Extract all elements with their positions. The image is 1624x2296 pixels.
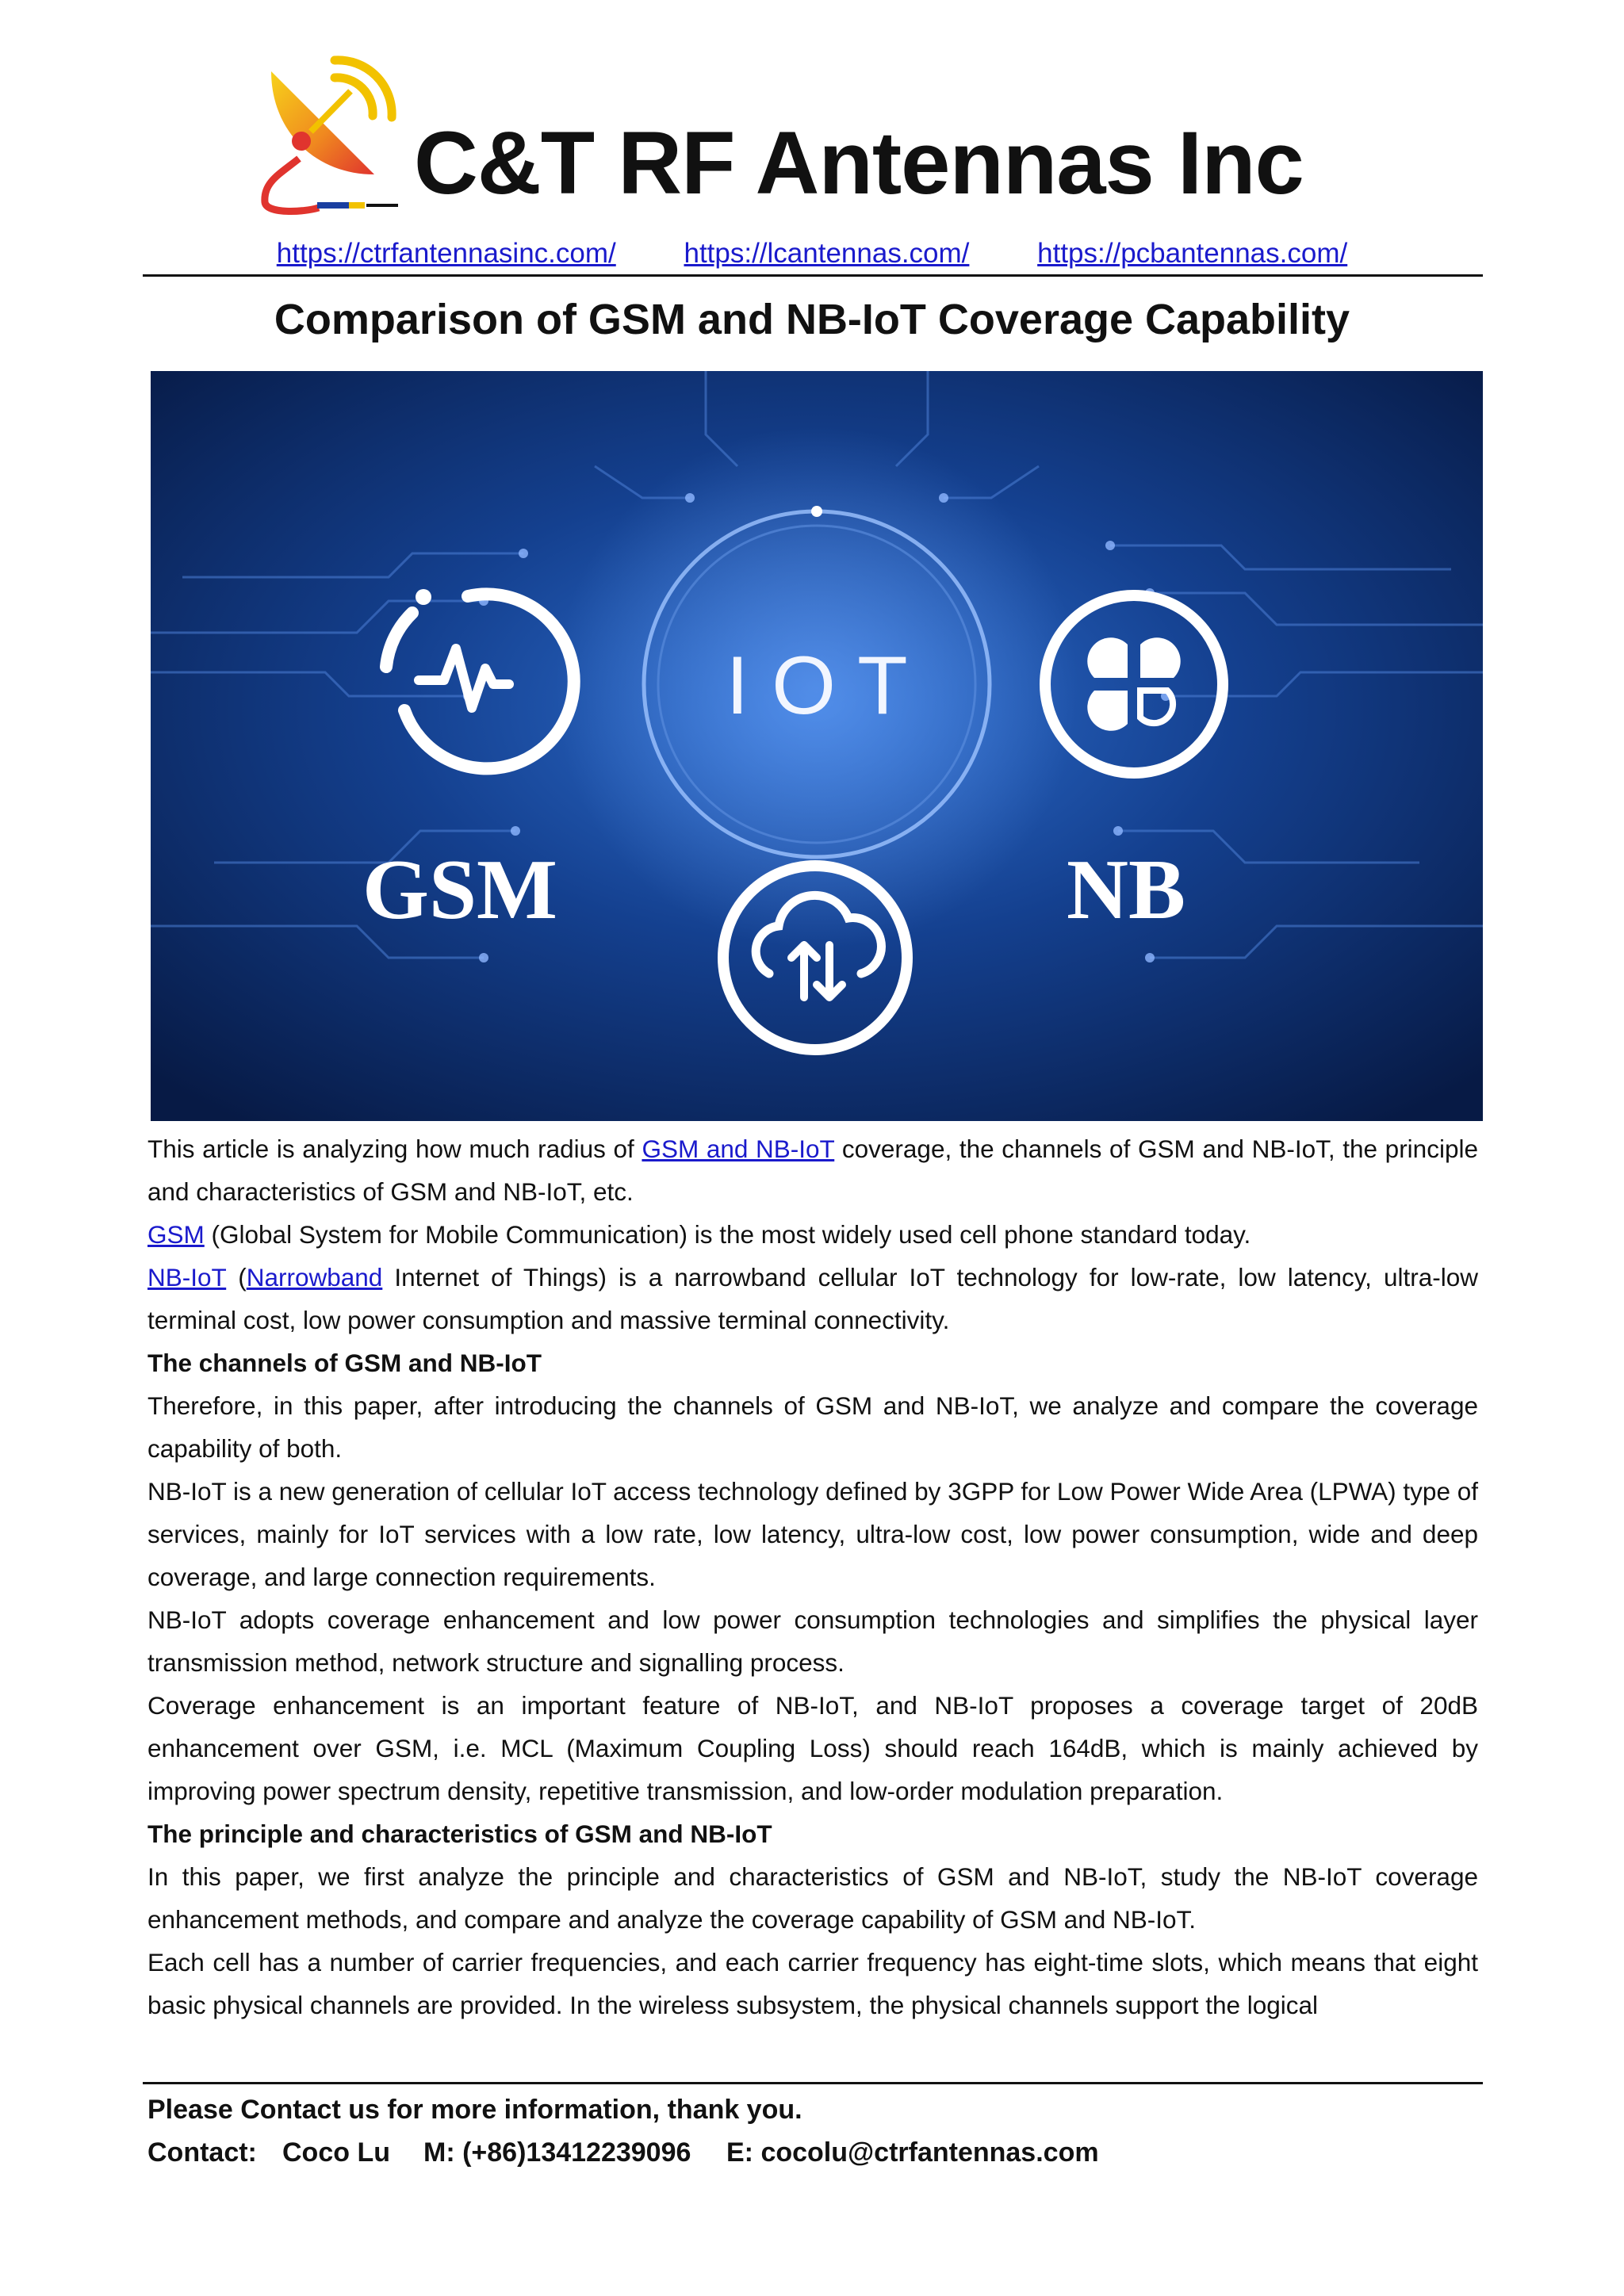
company-name: C&T RF Antennas Inc [414,113,1304,212]
hero-image [151,371,1483,1121]
company-logo [255,55,414,222]
gsm-label: GSM [362,843,558,937]
footer-message: Please Contact us for more information, thank you. [147,2095,802,2125]
paragraph-lpwa: NB-IoT is a new generation of cellular IoT access technology defined by 3GPP for Low Power Wide Area (LPWA) type of services, mainly for IoT services with a low rate, low latency, ultra-low cost, low power consumption, wide and deep coverage, and large connection requirements. [147,1477,1478,1591]
paragraph-coverage-target: Coverage enhancement is an important feature of NB-IoT, and NB-IoT proposes a coverage target of 20dB enhancement over GSM, i.e. MCL (Maximum Coupling Loss) should reach 164dB, which is mainly achieved by improving power spectrum density, repetitive transmission, and low-order modulation preparation. [147,1691,1478,1805]
section-heading-channels: The channels of GSM and NB-IoT [147,1349,542,1377]
paragraph-principle: In this paper, we first analyze the principle and characteristics of GSM and NB-IoT, study the NB-IoT coverage enhancement methods, and compare and analyze the coverage capability of GSM and NB-IoT. [147,1862,1478,1934]
contact-email: E: cocolu@ctrfantennas.com [726,2137,1099,2168]
website-links [0,238,1624,270]
link-narrowband[interactable]: Narrowband [246,1263,383,1292]
nb-label: NB [1066,843,1186,937]
contact-mobile: M: (+86)13412239096 [423,2137,691,2168]
article-body [147,1127,1478,2026]
page-title: Comparison of GSM and NB-IoT Coverage Capability [274,296,1350,343]
link-pcbantennas[interactable]: https://pcbantennas.com/ [1037,238,1348,269]
iot-label: I O T [726,640,908,732]
footer-contact [147,2088,1099,2174]
paragraph-gsm: GSM (Global System for Mobile Communication) is the most widely used cell phone standard today. [147,1220,1251,1249]
header-divider [143,274,1483,277]
contact-label: Contact: [147,2137,257,2168]
section-heading-principle: The principle and characteristics of GSM and NB-IoT [147,1820,772,1848]
link-lcantennas[interactable]: https://lcantennas.com/ [684,238,970,269]
link-gsm-and-nb-iot[interactable]: GSM and NB-IoT [642,1135,835,1163]
footer-divider [143,2082,1483,2084]
paragraph-enhancement: NB-IoT adopts coverage enhancement and low power consumption technologies and simplifies the physical layer transmission method, network structure and signalling process. [147,1605,1478,1677]
paragraph-channels: Therefore, in this paper, after introducing the channels of GSM and NB-IoT, we analyze and compare the coverage capability of both. [147,1391,1478,1463]
link-ctrfantennasinc[interactable]: https://ctrfantennasinc.com/ [276,238,616,269]
link-nb-iot[interactable]: NB-IoT [147,1263,227,1292]
paragraph-nb-iot: NB-IoT (Narrowband Internet of Things) is a narrowband cellular IoT technology for low-rate, low latency, ultra-low terminal cost, low power consumption and massive terminal connectivity. [147,1263,1478,1334]
paragraph-intro: This article is analyzing how much radius of GSM and NB-IoT coverage, the channels of GSM and NB-IoT, the principle and characteristics of GSM and NB-IoT, etc. [147,1135,1478,1206]
paragraph-carrier: Each cell has a number of carrier frequencies, and each carrier frequency has eight-time slots, which means that eight basic physical channels are provided. In the wireless subsystem, the physical channels support the logical [147,1948,1478,2019]
contact-name: Coco Lu [282,2137,390,2168]
link-gsm[interactable]: GSM [147,1220,205,1249]
